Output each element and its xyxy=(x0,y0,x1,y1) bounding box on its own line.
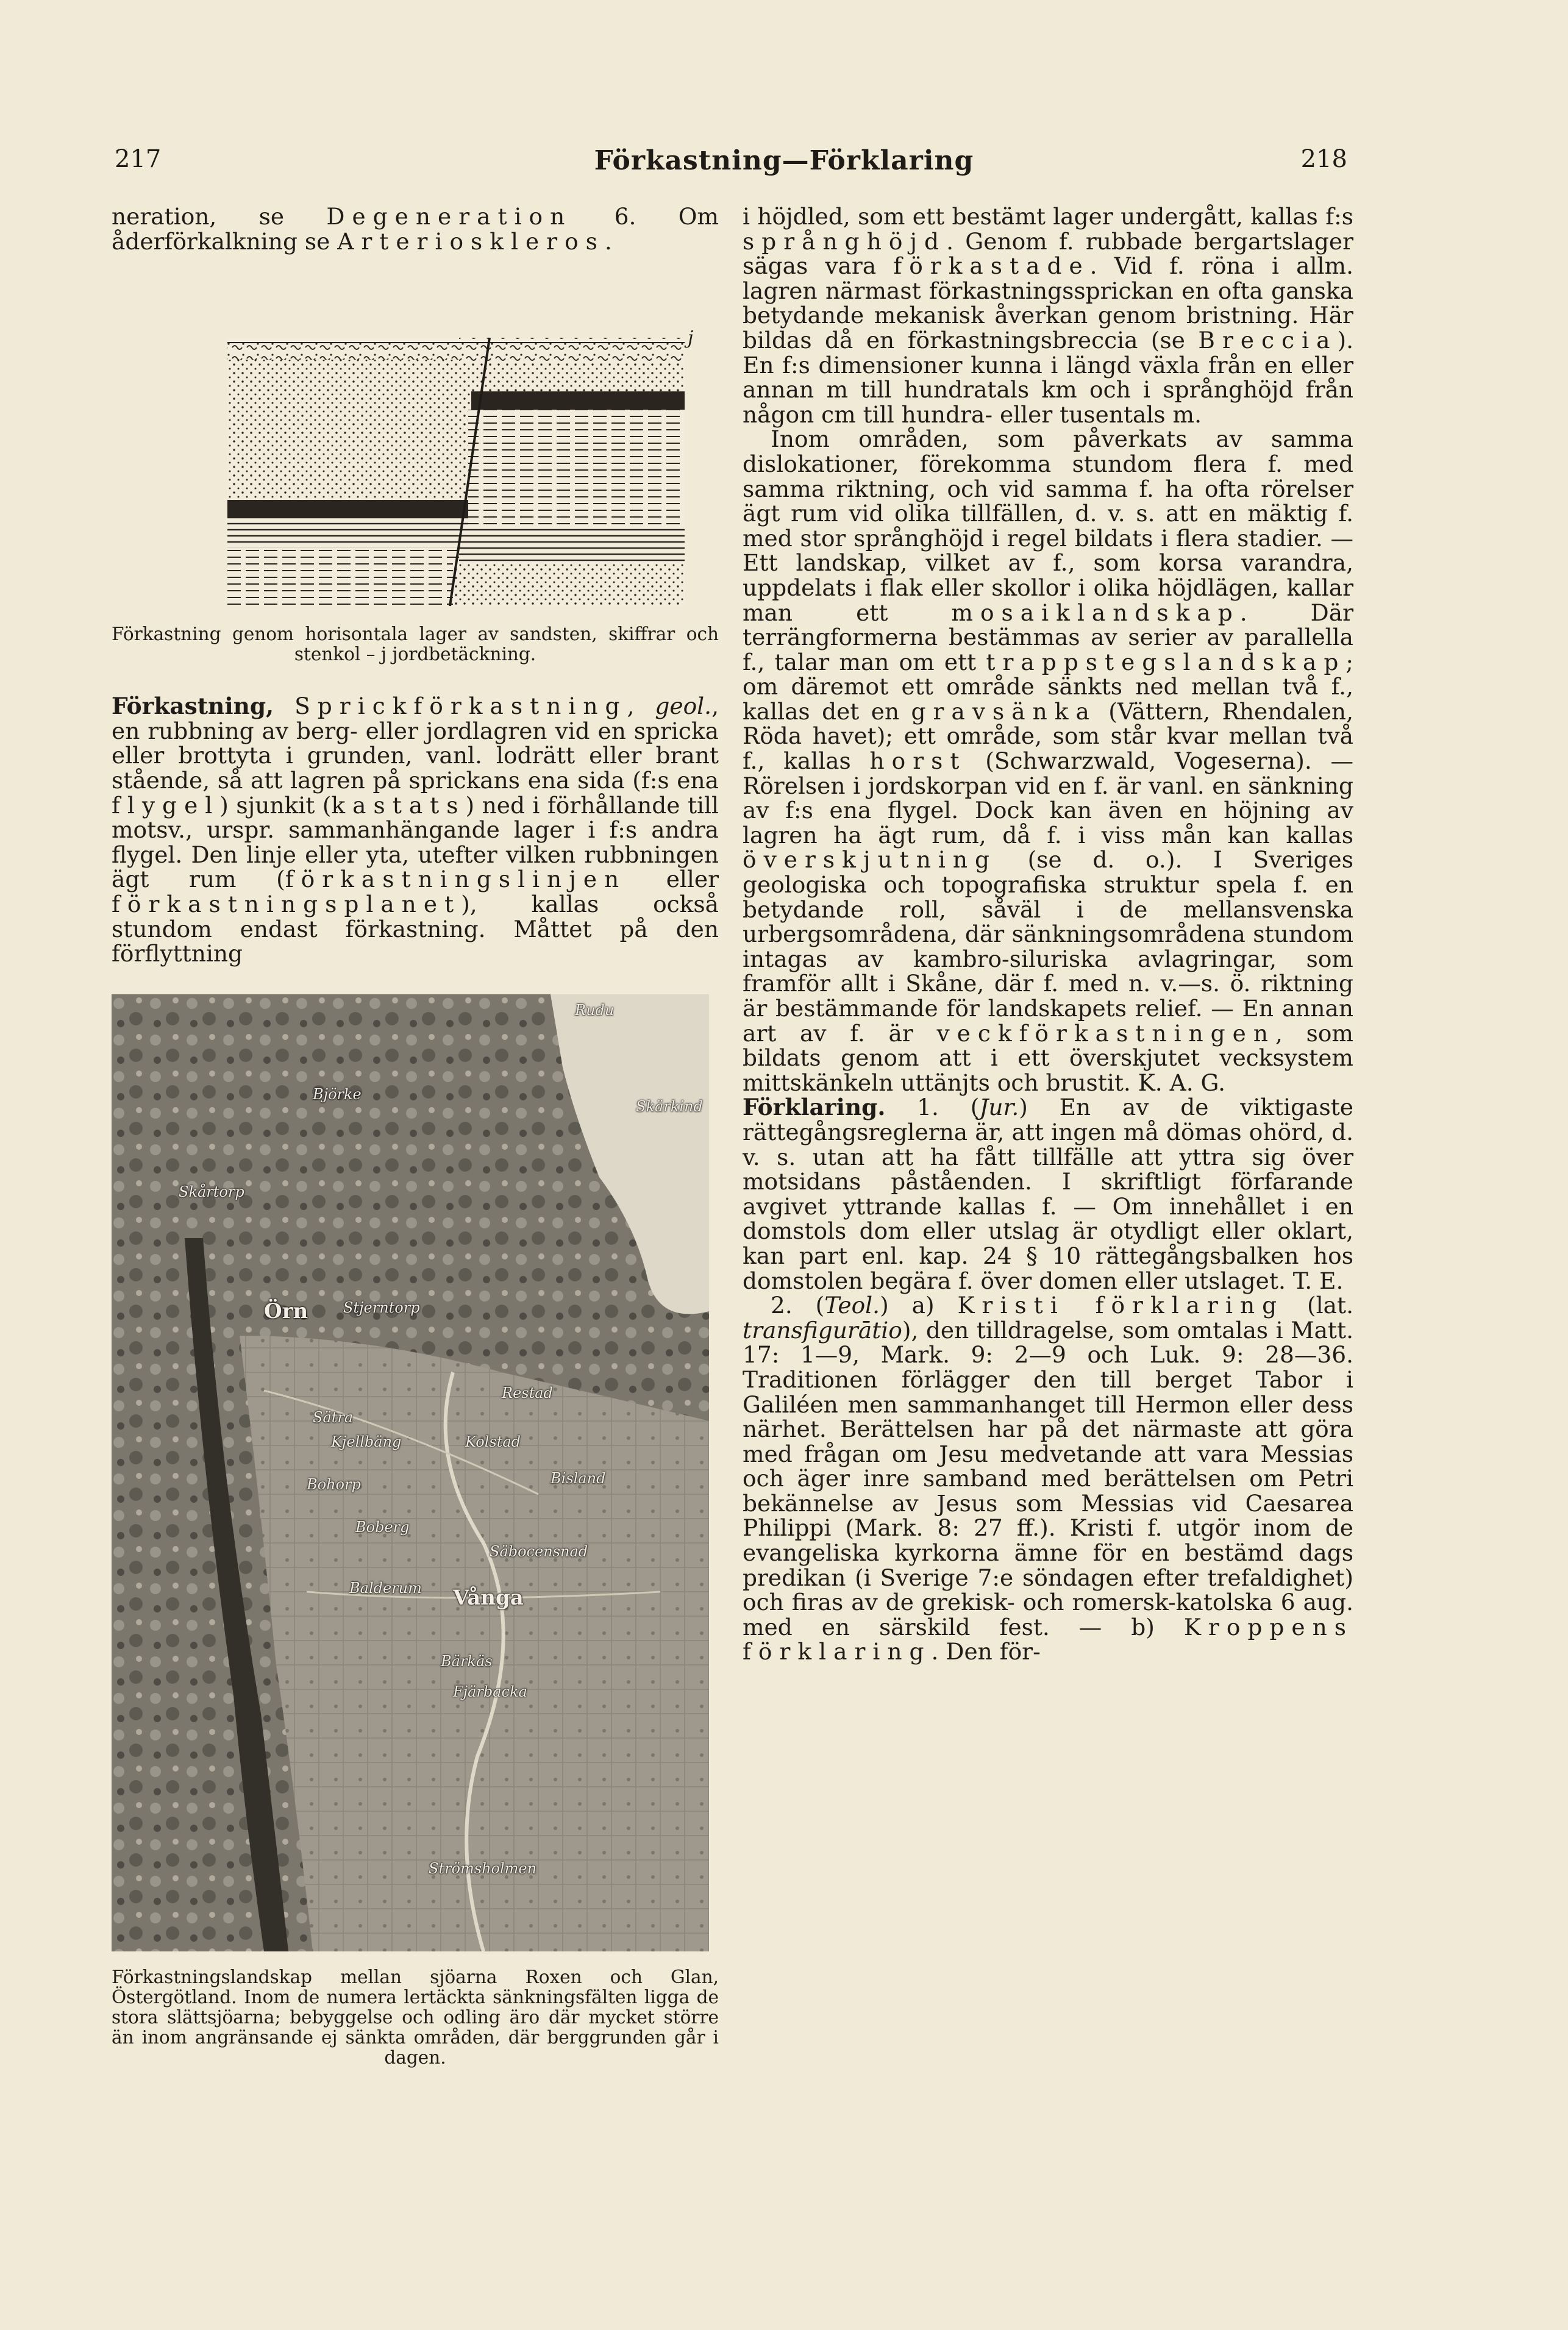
map-caption: Förkastningslandskap mellan sjöarna Roxen och Glan, Östergötland. Inom de numera lertäckta sänkningsfälten ligga de stora slättsjöarna; bebyggelse och odling äro där mycket större än inom angränsande ej sänkta områden, där berggrunden går i dagen. xyxy=(112,1966,719,2068)
text-run: ) sjunkit ( xyxy=(219,791,332,819)
text-run: geol. xyxy=(655,693,712,720)
map-label: Örn xyxy=(264,1299,308,1324)
fault-cross-section-figure xyxy=(173,319,697,612)
right-column xyxy=(743,204,1353,1664)
text-run: 2. ( xyxy=(771,1292,825,1319)
map-label: Restad xyxy=(502,1384,553,1402)
article-forklaring xyxy=(743,1095,1353,1293)
paragraph xyxy=(743,204,1353,427)
map-label: Kolstad xyxy=(465,1433,521,1450)
spaced-term: gravsänka xyxy=(911,697,1097,725)
text-run: (se d. o.). I Sveriges geologiska och topografiska struktur spela f. en betydande roll, såväl i de mellansvenska urbergsområdena, där sänkningsområdena stundom intagas av kambro-siluriska avlagringar, som framför allt i Skåne, där f. med n. v.—s. ö. riktning är bestämmande för landskapets relief. — En annan art av f. är xyxy=(743,846,1353,1047)
text-run: 1. ( xyxy=(885,1094,980,1121)
map-label: Säbocensnad xyxy=(490,1542,588,1560)
paragraph xyxy=(743,427,1353,1095)
text-run: Teol. xyxy=(824,1292,880,1319)
map-label: Skärkind xyxy=(636,1097,703,1115)
map-label: Rudu xyxy=(575,1001,615,1019)
left-column xyxy=(112,204,719,2068)
map-label: Boberg xyxy=(355,1518,410,1536)
spaced-term: Arterioskleros xyxy=(337,227,605,255)
spaced-term: trappstegslandskap xyxy=(986,648,1346,675)
text-run: (Schwarzwald, Vogeserna). — Rörelsen i jordskorpan vid en f. är vanl. en sänkning av f:s ena flygel. Dock kan även en höjning av lagren ha ägt rum, då f. i viss mån kan kallas xyxy=(743,747,1353,849)
article-forkastning xyxy=(112,694,719,966)
map-label: Strömsholmen xyxy=(429,1859,537,1877)
page-number-left: 217 xyxy=(115,145,162,173)
map-label: Sätra xyxy=(313,1408,354,1426)
text-run: i höjdled, som ett bestämt lager undergått, kallas f:s xyxy=(743,203,1353,230)
text-run: ), kallas också stundom endast förkastning. Måttet på den förflyttning xyxy=(112,890,719,967)
text-run: Jur. xyxy=(979,1094,1019,1121)
text-run: ; om däremot ett område sänkts ned mellan två f., kallas det en xyxy=(743,648,1353,725)
headword: Förkastning, xyxy=(112,693,274,720)
spaced-term: förkastningslinjen xyxy=(285,866,627,893)
text-run: 6. Om åderförkalkning se xyxy=(112,203,719,255)
spaced-term: Sprickförkastning xyxy=(294,693,627,720)
spaced-term: språnghöjd xyxy=(743,227,947,255)
text-run: ) ned i förhållande till motsv., urspr. sammanhängande lager i f:s andra flygel. Den linje eller yta, utefter vilken rubbningen ägt rum ( xyxy=(112,791,719,893)
text-run: . Genom f. rubbade bergartslager sägas vara xyxy=(743,227,1353,280)
page-number-right: 218 xyxy=(1300,145,1347,173)
text-run: eller xyxy=(626,866,719,893)
map-label: Bisland xyxy=(551,1469,606,1487)
text-run: ). En f:s dimensioner kunna i längd växla från en eller annan m till hundratals km och i språnghöjd från någon cm till hundra- eller tusentals m. xyxy=(743,326,1353,428)
text-run: , som bildats genom att i ett överskjutet vecksystem mittskänkeln uttänjts och brustit. K. A. G. xyxy=(743,1019,1353,1096)
text-run: (lat. xyxy=(1284,1292,1353,1319)
text-run: . Vid f. röna i allm. lagren närmast förkastningssprickan en ofta ganska betydande mekanisk åverkan genom bristning. Här bildas då en förkastningsbreccia (se xyxy=(743,252,1354,354)
text-run: ) a) xyxy=(880,1292,958,1319)
map-label: Björke xyxy=(313,1085,362,1103)
map-label: Fjärbacka xyxy=(453,1683,527,1700)
headword: Förklaring. xyxy=(743,1094,886,1121)
spaced-term: Breccia xyxy=(1198,326,1338,354)
spaced-term: horst xyxy=(869,747,967,775)
text-run: Inom områden, som påverkats av samma dislokationer, förekomma stundom flera f. med samma riktning, och vid samma f. ha ofta rörelser ägt rum vid olika tillfällen, d. v. s. att en mäktig f. med stor språnghöjd i regel bildats i flera stadier. — Ett landskap, vilket av f., som korsa varandra, uppdelats i flak eller skollor i olika höjdlägen, kallar man ett xyxy=(743,426,1353,626)
text-run: . Den för- xyxy=(931,1638,1041,1666)
map-label: Skårtorp xyxy=(179,1183,244,1200)
spaced-term: kastats xyxy=(331,791,466,819)
figure-caption: Förkastning genom horisontala lager av sandsten, skiffrar och stenkol – j jordbetäckning. xyxy=(112,624,719,665)
map-label: Bohorp xyxy=(307,1475,361,1493)
map-label: Kjellbäng xyxy=(331,1433,402,1450)
spaced-term: Kristi förklaring xyxy=(957,1292,1285,1319)
spaced-term: mosaiklandskap xyxy=(951,599,1240,626)
map-label: Stjerntorp xyxy=(343,1299,420,1316)
text-run: neration, se xyxy=(112,203,327,230)
text-run: , en rubbning av berg- eller jordlagren vid en spricka eller brottyta i grunden, vanl. lodrätt eller brant stående, så att lagren på sprickans ena sida (f:s ena xyxy=(112,693,719,794)
running-head: Förkastning—Förklaring xyxy=(594,145,974,176)
map-terrain-graphic xyxy=(112,994,709,1951)
text-run: . Där terrängformerna bestämmas av serier av parallella f., talar man om ett xyxy=(743,599,1353,675)
text-run: , xyxy=(627,693,655,720)
spaced-term: förkastningsplanet xyxy=(112,890,461,917)
map-image xyxy=(112,994,709,1951)
map-label: Bärkäs xyxy=(441,1652,493,1670)
text-run xyxy=(274,693,294,719)
spaced-term: förkastade xyxy=(893,252,1090,280)
paragraph xyxy=(743,1293,1353,1664)
text-run: ) En av de viktigaste rättegångsreglerna är, att ingen må dömas ohörd, d. v. s. utan att ha fått tillfälle att yttra sig över motsidans påståenden. I skriftligt förfarande avgivet yttrande kallas f. — Om innehållet i en domstols dom eller utslag är otydligt eller oklart, kan part enl. kap. 24 § 10 rättegångsbalken hos domstolen begära f. över domen eller utslaget. T. E. xyxy=(743,1094,1353,1294)
text-run: ), den tilldragelse, som omtalas i Matt. 17: 1—9, Mark. 9: 2—9 och Luk. 9: 28—36. Traditionen förlägger den till berget Tabor i Galiléen men sammanhanget till Hermon eller dess närhet. Berättelsen har på det närmaste att göra med frågan om Jesu medvetande att vara Messias och äger inre samband med berättelsen om Petri bekännelse av Jesus som Messias vid Caesarea Philippi (Mark. 8: 27 ff.). Kristi f. utgör inom de evangeliska kyrkorna ämne för en bestämd dags predikan (i Sverige 7:e söndagen efter trefaldighet) och firas av de grekisk- och romersk-katolska 6 aug. med en särskild fest. — b) xyxy=(743,1316,1353,1641)
text-run: transfigurātio xyxy=(743,1316,902,1344)
map-label: Balderum xyxy=(349,1579,422,1597)
spaced-term: Kroppens förklaring xyxy=(743,1613,1353,1666)
spaced-term: veckförkastningen xyxy=(936,1019,1275,1047)
text-run: (Vättern, Rhendalen, Röda havet); ett område, som står kvar mellan två f., kallas xyxy=(743,697,1353,775)
spaced-term: överskjutning xyxy=(743,846,997,874)
figure-label-j: j xyxy=(688,327,694,349)
intro-paragraph xyxy=(112,204,719,254)
map-label: Vånga xyxy=(453,1585,524,1610)
spaced-term: Degeneration xyxy=(326,203,572,230)
text-run: . xyxy=(604,227,612,255)
spaced-term: flygel xyxy=(112,791,220,819)
